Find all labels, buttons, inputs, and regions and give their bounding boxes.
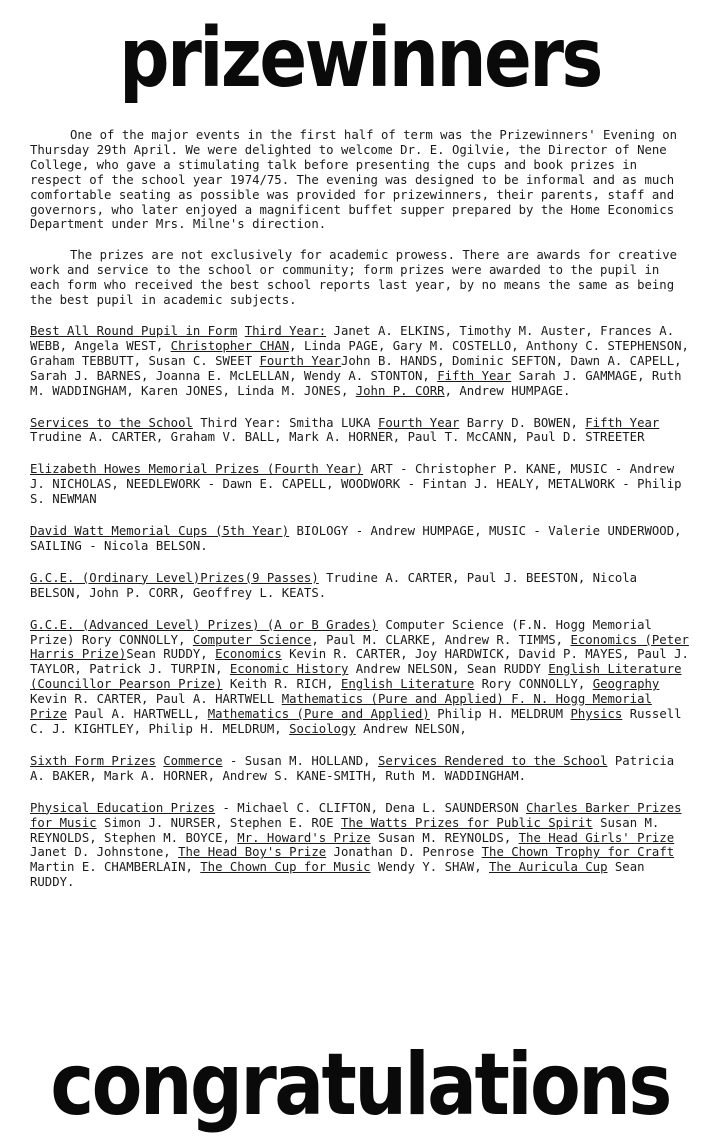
award-subheading: Fourth Year bbox=[259, 353, 341, 368]
award-subheading: Physics bbox=[570, 707, 623, 722]
award-section-sixth-form bbox=[30, 754, 694, 784]
award-subheading: English Literature bbox=[340, 677, 475, 692]
award-subheading: Commerce bbox=[163, 753, 223, 768]
award-subheading: Mathematics (Pure and Applied) bbox=[207, 707, 430, 722]
award-heading: Physical Education Prizes bbox=[30, 800, 216, 815]
award-winners: John P. CORR bbox=[355, 383, 445, 398]
award-subheading: The Head Girls' Prize bbox=[518, 830, 675, 845]
award-heading: Services to the School bbox=[30, 415, 193, 430]
award-winners: Computer Science (F.N. Hogg Memorial Prize) Rory CONNOLLY, bbox=[30, 617, 652, 647]
award-subheading: The Auricula Cup bbox=[489, 860, 608, 875]
award-section-howes bbox=[30, 462, 694, 507]
award-subheading: Economic History bbox=[229, 662, 349, 677]
award-subheading: The Chown Cup for Music bbox=[200, 860, 371, 875]
award-subheading: Fifth Year bbox=[437, 368, 512, 383]
award-subheading: Third Year: bbox=[244, 323, 327, 338]
award-subheading: Charles Barker Prizes for Music bbox=[30, 800, 682, 830]
award-winners: - Susan M. HOLLAND, bbox=[222, 753, 378, 768]
award-winners: Sarah J. GAMMAGE, Ruth M. WADDINGHAM, Karen JONES, Linda M. JONES, bbox=[30, 368, 682, 398]
award-subheading: Fourth Year bbox=[377, 415, 460, 430]
award-winners: Russell C. J. KIGHTLEY, Philip H. MELDRUM, bbox=[30, 707, 682, 736]
award-winners: Andrew NELSON, bbox=[355, 722, 467, 736]
award-subheading: English Literature (Councillor Pearson Prize) bbox=[30, 662, 682, 692]
award-heading: Best All Round Pupil in Form bbox=[30, 323, 238, 338]
award-heading: G.C.E. (Ordinary Level)Prizes(9 Passes) bbox=[30, 570, 319, 585]
award-winners: Paul A. HARTWELL, bbox=[67, 707, 208, 722]
award-subheading: Services Rendered to the School bbox=[377, 753, 608, 768]
award-heading: Elizabeth Howes Memorial Prizes (Fourth Year) bbox=[30, 462, 364, 477]
award-winners: , Andrew HUMPAGE. bbox=[444, 383, 571, 398]
award-winners: Jonathan D. Penrose bbox=[326, 845, 482, 860]
award-section-gce-o bbox=[30, 571, 694, 601]
award-subheading: The Watts Prizes for Public Spirit bbox=[340, 815, 593, 830]
award-winners: Martin E. CHAMBERLAIN, bbox=[30, 860, 201, 875]
footer-banner: congratulations bbox=[50, 1035, 670, 1135]
article-body bbox=[30, 128, 694, 907]
award-subheading: Sociology bbox=[289, 722, 356, 736]
award-subheading: Economics (Peter Harris Prize) bbox=[30, 632, 689, 662]
award-winners: Wendy Y. SHAW, bbox=[370, 860, 490, 875]
award-winners: Simon J. NURSER, Stephen E. ROE bbox=[96, 815, 341, 830]
award-section-watt bbox=[30, 524, 694, 554]
award-section-pe bbox=[30, 801, 694, 890]
award-winners: Sean RUDDY, bbox=[126, 647, 216, 662]
award-subheading: Economics bbox=[215, 647, 282, 662]
award-section-best-all-round bbox=[30, 324, 694, 399]
award-winners: - Michael C. CLIFTON, Dena L. SAUNDERSON bbox=[215, 800, 527, 815]
award-winners: Susan M. REYNOLDS, Stephen M. BOYCE, bbox=[30, 815, 660, 845]
award-subheading: The Chown Trophy for Craft bbox=[481, 845, 675, 860]
award-section-services bbox=[30, 416, 694, 446]
award-subheading: Mathematics (Pure and Applied) F. N. Hogg Memorial Prize bbox=[30, 692, 652, 722]
award-heading: Sixth Form Prizes bbox=[30, 753, 156, 768]
award-section-gce-a bbox=[30, 618, 694, 737]
award-winners: Barry D. BOWEN, bbox=[459, 415, 586, 430]
intro-paragraph-2: The prizes are not exclusively for academic prowess. There are awards for creative work and service to the school or community; form prizes were awarded to the pupil in each form who received the best school reports last year, by no means the same as being the best pupil in academic subjects. bbox=[30, 248, 678, 308]
award-winners: Kevin R. CARTER, Paul A. HARTWELL bbox=[30, 692, 282, 707]
award-winners: Janet D. Johnstone, bbox=[30, 845, 179, 860]
award-winners: John B. HANDS, Dominic SEFTON, Dawn A. CAPELL, Sarah J. BARNES, Joanna E. McLELLAN, Wendy A. STONTON, bbox=[30, 353, 682, 383]
award-winners: Trudine A. CARTER, Graham V. BALL, Mark A. HORNER, Paul T. McCANN, Paul D. STREETER bbox=[30, 430, 645, 445]
award-subheading: Geography bbox=[592, 677, 660, 692]
award-winners: Janet A. ELKINS, Timothy M. Auster, Frances A. WEBB, Angela WEST, bbox=[30, 323, 675, 353]
award-subheading: Computer Science bbox=[192, 632, 312, 647]
award-winners: Philip H. MELDRUM bbox=[429, 707, 571, 722]
award-winners: Patricia A. BAKER, Mark A. HORNER, Andrew S. KANE-SMITH, Ruth M. WADDINGHAM. bbox=[30, 753, 675, 783]
award-subheading: Mr. Howard's Prize bbox=[237, 830, 371, 845]
award-winners: Andrew NELSON, Sean RUDDY bbox=[348, 662, 549, 677]
award-winners: Keith R. RICH, bbox=[222, 677, 341, 692]
award-heading: David Watt Memorial Cups (5th Year) bbox=[30, 524, 290, 539]
award-subheading: Fifth Year bbox=[585, 415, 660, 430]
award-winners: Susan M. REYNOLDS, bbox=[370, 830, 519, 845]
award-winners: Sean RUDDY. bbox=[30, 860, 645, 890]
page-title: prizewinners bbox=[119, 11, 601, 106]
award-subheading: The Head Boy's Prize bbox=[178, 845, 327, 860]
award-winners: Christopher CHAN bbox=[170, 338, 290, 353]
award-winners: , Linda PAGE, Gary M. COSTELLO, Anthony C. STEPHENSON, Graham TEBBUTT, Susan C. SWEET bbox=[30, 338, 689, 368]
award-winners: ART - Christopher P. KANE, MUSIC - Andrew J. NICHOLAS, NEEDLEWORK - Dawn E. CAPELL, WOODWORK - Fintan J. HEALY, METALWORK - Philip S. NEWMAN bbox=[30, 462, 682, 507]
award-winners: Third Year: Smitha LUKA bbox=[192, 415, 378, 430]
intro-paragraph-1: One of the major events in the first half of term was the Prizewinners' Evening on Thursday 29th April. We were delighted to welcome Dr. E. Ogilvie, the Director of Nene College, who gave a stimulating talk before presenting the cups and book prizes in respect of the school year 1974/75. The evening was designed to be informal and as much comfortable seating as possible was provided for prizewinners, their parents, staff and governors, who later enjoyed a magnificent buffet supper prepared by the Home Economics Department under Mrs. Milne's direction. bbox=[30, 128, 678, 232]
award-heading: G.C.E. (Advanced Level) Prizes) (A or B Grades) bbox=[30, 617, 378, 632]
award-winners: Rory CONNOLLY, bbox=[474, 677, 593, 692]
award-winners: Kevin R. CARTER, Joy HARDWICK, David P. MAYES, Paul J. TAYLOR, Patrick J. TURPIN, bbox=[30, 647, 689, 677]
award-winners: , Paul M. CLARKE, Andrew R. TIMMS, bbox=[311, 632, 571, 647]
award-winners: Trudine A. CARTER, Paul J. BEESTON, Nicola BELSON, John P. CORR, Geoffrey L. KEATS. bbox=[30, 570, 638, 600]
award-winners: BIOLOGY - Andrew HUMPAGE, MUSIC - Valerie UNDERWOOD, SAILING - Nicola BELSON. bbox=[30, 524, 682, 553]
